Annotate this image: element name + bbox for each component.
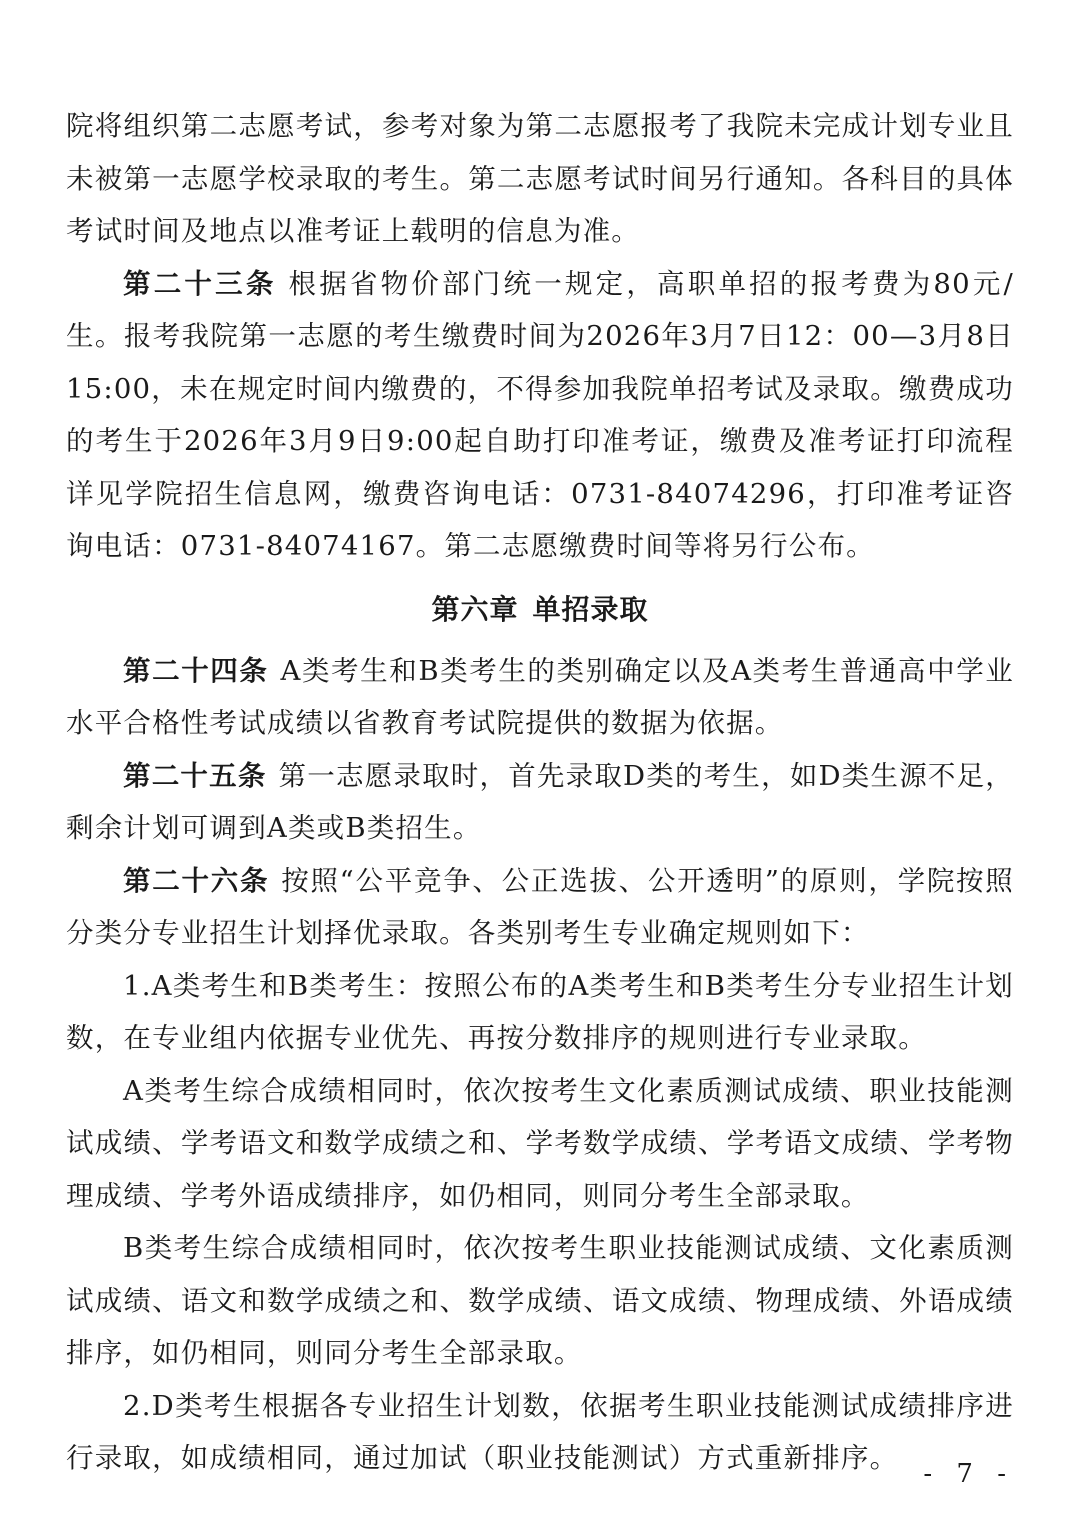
article-26	[66, 855, 1014, 960]
chapter-heading	[66, 581, 1014, 639]
article-text: 第一志愿录取时，首先录取D类的考生，如D类生源不足，剩余计划可调到A类或B类招生。	[66, 759, 1015, 844]
chapter-title: 单招录取	[532, 592, 649, 626]
document-page	[66, 100, 1014, 1485]
article-text: A类考生和B类考生的类别确定以及A类考生普通高中学业水平合格性考试成绩以省教育考试院提供的数据为依据。	[66, 654, 1014, 739]
article-label: 第二十三条	[123, 267, 277, 300]
page-number: - 7 -	[923, 1459, 1014, 1489]
rule-1: 1.A类考生和B类考生：按照公布的A类考生和B类考生分专业招生计划数，在专业组内依据专业优先、再按分数排序的规则进行专业录取。	[66, 969, 1014, 1054]
rule-2: 2.D类考生根据各专业招生计划数，依据考生职业技能测试成绩排序进行录取，如成绩相同，通过加试（职业技能测试）方式重新排序。	[66, 1389, 1014, 1474]
rule-b-tiebreak: B类考生综合成绩相同时，依次按考生职业技能测试成绩、文化素质测试成绩、语文和数学成绩之和、数学成绩、语文成绩、物理成绩、外语成绩排序，如仍相同，则同分考生全部录取。	[66, 1232, 1014, 1369]
article-label: 第二十五条	[123, 759, 267, 792]
article-text: 按照“公平竞争、公正选拔、公开透明”的原则，学院按照分类分专业招生计划择优录取。各类别考生专业确定规则如下：	[66, 864, 1014, 949]
paragraph-continued: 院将组织第二志愿考试，参考对象为第二志愿报考了我院未完成计划专业且未被第一志愿学校录取的考生。第二志愿考试时间另行通知。各科目的具体考试时间及地点以准考证上载明的信息为准。	[66, 110, 1014, 247]
rule-a-tiebreak: A类考生综合成绩相同时，依次按考生文化素质测试成绩、职业技能测试成绩、学考语文和数学成绩之和、学考数学成绩、学考语文成绩、学考物理成绩、学考外语成绩排序，如仍相同，则同分考生全部录取。	[66, 1074, 1014, 1212]
chapter-number: 第六章	[431, 592, 519, 626]
article-text: 根据省物价部门统一规定，高职单招的报考费为80元/生。报考我院第一志愿的考生缴费时间为2026年3月7日12：00—3月8日15:00，未在规定时间内缴费的，不得参加我院单招考试及录取。缴费成功的考生于2026年3月9日9:00起自助打印准考证，缴费及准考证打印流程详见学院招生信息网，缴费咨询电话：0731-84074296，打印准考证咨询电话：0731-84074167。第二志愿缴费时间等将另行公布。	[66, 267, 1014, 562]
article-label: 第二十六条	[123, 864, 270, 897]
article-25	[66, 750, 1014, 855]
article-label: 第二十四条	[123, 654, 269, 687]
article-23	[66, 258, 1014, 573]
article-24	[66, 645, 1014, 750]
